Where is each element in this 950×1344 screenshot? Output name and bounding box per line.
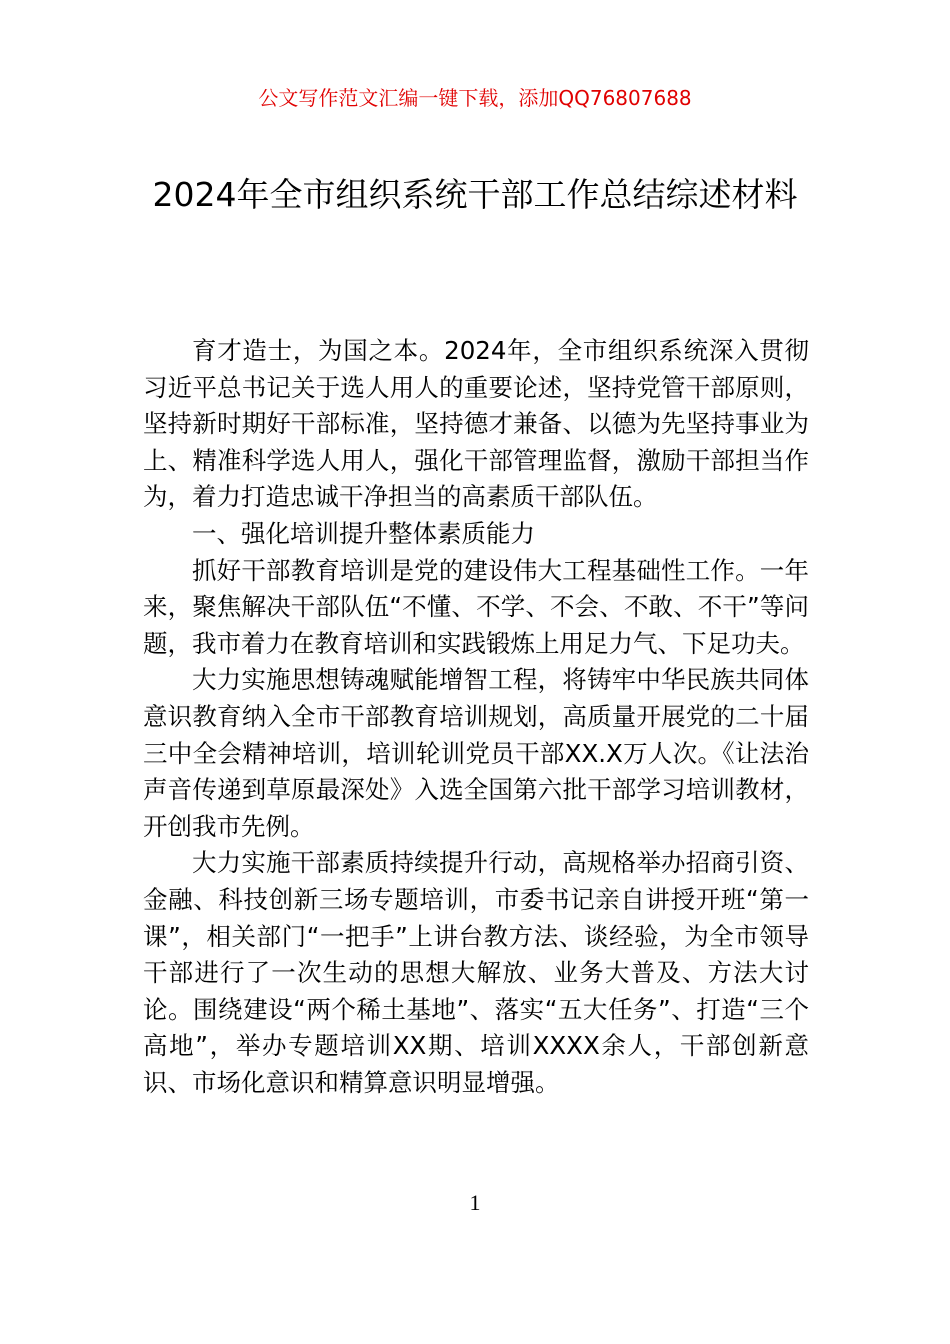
paragraph: 抓好干部教育培训是党的建设伟大工程基础性工作。一年来，聚焦解决干部队伍“不懂、不学、不会、不敢、不干”等问题，我市着力在教育培训和实践锻炼上用足力气、下足功夫。 — [143, 555, 809, 658]
paragraph: 大力实施思想铸魂赋能增智工程，将铸牢中华民族共同体意识教育纳入全市干部教育培训规划，高质量开展党的二十届三中全会精神培训，培训轮训党员干部XX.X万人次。《让法治声音传递到草原最深处》入选全国第六批干部学习培训教材，开创我市先例。 — [143, 665, 809, 841]
document-title: 2024年全市组织系统干部工作总结综述材料 — [152, 175, 798, 214]
page-number: 1 — [469, 1190, 481, 1215]
paragraph-intro: 育才造士，为国之本。2024年，全市组织系统深入贯彻习近平总书记关于选人用人的重要论述，坚持党管干部原则，坚持新时期好干部标准，坚持德才兼备、以德为先坚持事业为上、精准科学选人用人，强化干部管理监督，激励干部担当作为，着力打造忠诚干净担当的高素质干部队伍。 — [143, 336, 809, 512]
section-heading: 一、强化培训提升整体素质能力 — [192, 518, 535, 548]
document-body — [143, 333, 809, 1101]
paragraph: 大力实施干部素质持续提升行动，高规格举办招商引资、金融、科技创新三场专题培训，市委书记亲自讲授开班“第一课”，相关部门“一把手”上讲台教方法、谈经验，为全市领导干部进行了一次生动的思想大解放、业务大普及、方法大讨论。围绕建设“两个稀土基地”、落实“五大任务”、打造“三个高地”，举办专题培训XX期、培训XXXX余人，干部创新意识、市场化意识和精算意识明显增强。 — [143, 848, 809, 1097]
watermark-banner: 公文写作范文汇编一键下载，添加QQ76807688 — [258, 86, 692, 110]
